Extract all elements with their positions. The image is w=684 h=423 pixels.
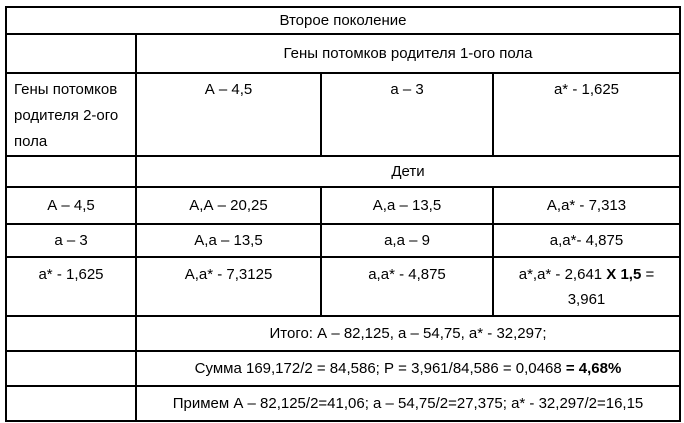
- sum-cell: [136, 351, 680, 386]
- totals-cell: Итого: А – 82,125, а – 54,75, а* - 32,297;: [136, 316, 680, 351]
- parent2-gene-cell: А – 4,5: [6, 187, 136, 224]
- special-cell-text: а*,а* - 2,641: [518, 266, 607, 283]
- empty-cell: [6, 351, 136, 386]
- parent1-gene-cell: а* - 1,625: [493, 73, 680, 156]
- offspring-special-cell: [493, 257, 680, 316]
- table-row: [6, 224, 680, 257]
- sum-bold-result: = 4,68%: [565, 360, 622, 377]
- sum-text: Сумма 169,172/2 = 84,586; Р = 3,961/84,586 = 0,0468: [194, 360, 566, 377]
- table-row: [6, 73, 680, 156]
- table-row: [6, 386, 680, 421]
- parent1-gene-cell: А – 4,5: [136, 73, 321, 156]
- table-row: [6, 187, 680, 224]
- generation-title-cell: Второе поколение: [6, 7, 680, 34]
- offspring-cell: А,а – 13,5: [136, 224, 321, 257]
- offspring-cell: а,а* - 4,875: [321, 257, 493, 316]
- table-row: [6, 7, 680, 34]
- offspring-cell: А,а – 13,5: [321, 187, 493, 224]
- offspring-cell: А,а* - 7,313: [493, 187, 680, 224]
- children-header-cell: Дети: [136, 156, 680, 187]
- special-cell-equals: =: [641, 266, 655, 283]
- empty-cell: [6, 316, 136, 351]
- offspring-cell: а,а*- 4,875: [493, 224, 680, 257]
- special-cell-bold-factor: Х 1,5: [606, 266, 642, 283]
- empty-cell: [6, 156, 136, 187]
- final-cell: Примем А – 82,125/2=41,06; а – 54,75/2=27,375; а* - 32,297/2=16,15: [136, 386, 680, 421]
- table-row: [6, 34, 680, 73]
- empty-cell: [6, 34, 136, 73]
- special-cell-result: 3,961: [567, 291, 606, 308]
- parent2-gene-cell: а – 3: [6, 224, 136, 257]
- table-row: [6, 316, 680, 351]
- offspring-cell: А,А – 20,25: [136, 187, 321, 224]
- parent2-gene-cell: а* - 1,625: [6, 257, 136, 316]
- offspring-cell: А,а* - 7,3125: [136, 257, 321, 316]
- parent2-genes-header-cell: Гены потомков родителя 2-ого пола: [6, 73, 136, 156]
- table-row: [6, 257, 680, 316]
- empty-cell: [6, 386, 136, 421]
- table-row: [6, 351, 680, 386]
- table-row: [6, 156, 680, 187]
- offspring-cell: а,а – 9: [321, 224, 493, 257]
- parent1-genes-header-cell: Гены потомков родителя 1-ого пола: [136, 34, 680, 73]
- parent1-gene-cell: а – 3: [321, 73, 493, 156]
- punnett-calculation-table: [5, 6, 681, 422]
